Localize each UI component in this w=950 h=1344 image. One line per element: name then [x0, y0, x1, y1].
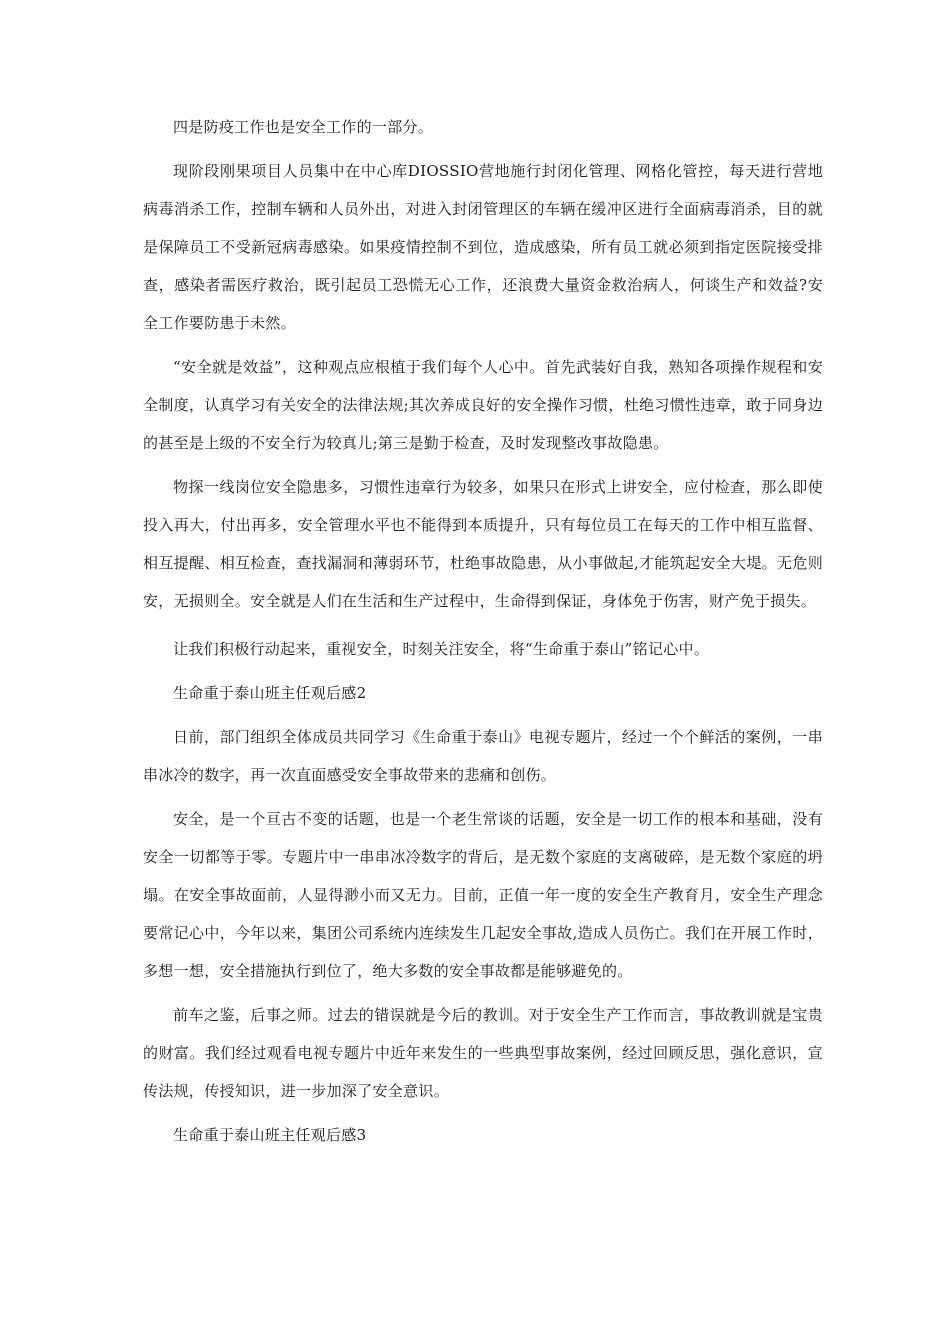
paragraph-eternal-topic: 安全，是一个亘古不变的话题，也是一个老生常谈的话题，安全是一切工作的根本和基础，没有安全一切都等于零。专题片中一串串冰冷数字的背后，是无数个家庭的支离破碎，是无数个家庭的坍塌。在安全事故面前，人显得渺小而又无力。目前，正值一年一度的安全生产教育月，安全生产理念要常记心中，今年以来，集团公司系统内连续发生几起安全事故,造成人员伤亡。我们在开展工作时，多想一想，安全措施执行到位了，绝大多数的安全事故都是能够避免的。	[143, 810, 823, 980]
paragraph-safety-benefit: “安全就是效益”，这种观点应根植于我们每个人心中。首先武装好自我，熟知各项操作规程和安全制度，认真学习有关安全的法律法规;其次养成良好的安全操作习惯，杜绝习惯性违章，敢于同身边的甚至是上级的不安全行为较真儿;第三是勤于检查，及时发现整改事故隐患。	[143, 358, 823, 452]
paragraph-call-to-action: 让我们积极行动起来，重视安全，时刻关注安全，将“生命重于泰山”铭记心中。	[173, 640, 710, 658]
paragraph-department-study: 日前，部门组织全体成员共同学习《生命重于泰山》电视专题片，经过一个个鲜活的案例，一串串冰冷的数字，再一次直面感受安全事故带来的悲痛和创伤。	[143, 728, 823, 784]
section-heading-2: 生命重于泰山班主任观后感2	[173, 684, 367, 702]
section-heading-3: 生命重于泰山班主任观后感3	[173, 1126, 367, 1144]
paragraph-frontline-hazards: 物探一线岗位安全隐患多，习惯性违章行为较多，如果只在形式上讲安全，应付检查，那么即使投入再大，付出再多，安全管理水平也不能得到本质提升，只有每位员工在每天的工作中相互监督、相互提醒、相互检查，查找漏洞和薄弱环节，杜绝事故隐患，从小事做起,才能筑起安全大堤。无危则安，无损则全。安全就是人们在生活和生产过程中，生命得到保证，身体免于伤害，财产免于损失。	[143, 478, 823, 610]
paragraph-project-camp: 现阶段刚果项目人员集中在中心库DIOSSIO营地施行封闭化管理、网格化管控，每天进行营地病毒消杀工作，控制车辆和人员外出，对进入封闭管理区的车辆在缓冲区进行全面病毒消杀，目的就是保障员工不受新冠病毒感染。如果疫情控制不到位，造成感染，所有员工就必须到指定医院接受排查，感染者需医疗救治，既引起员工恐慌无心工作，还浪费大量资金救治病人，何谈生产和效益?安全工作要防患于未然。	[143, 162, 823, 332]
paragraph-lessons: 前车之鉴，后事之师。过去的错误就是今后的教训。对于安全生产工作而言，事故教训就是宝贵的财富。我们经过观看电视专题片中近年来发生的一些典型事故案例，经过回顾反思，强化意识，宣传法规，传授知识，进一步加深了安全意识。	[143, 1006, 823, 1100]
document-page	[143, 108, 823, 1154]
paragraph-epidemic-intro: 四是防疫工作也是安全工作的一部分。	[173, 118, 434, 136]
